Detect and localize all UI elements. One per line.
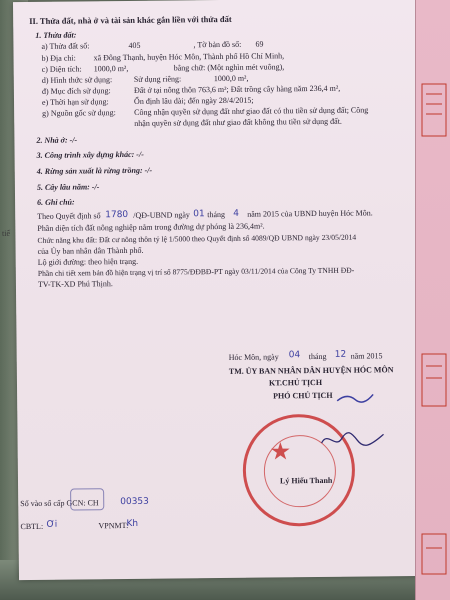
signature-scribble (317, 426, 387, 453)
parcel-number-value: 405 (128, 40, 141, 50)
section-title: II. Thửa đất, nhà ở và tài sản khác gắn liền với thửa đất (29, 13, 232, 26)
map-sheet-label: , Tờ bản đồ số: (193, 39, 242, 50)
parcel-number-label: a) Thửa đất số: (41, 41, 90, 51)
note-road-boundary: Lộ giới đường: theo hiện trạng. (37, 256, 139, 267)
address-value: xã Đông Thạnh, huyện Hóc Môn, Thành phố Hồ Chí Minh, (93, 51, 285, 63)
notes-heading: 6. Ghi chú: (37, 197, 75, 207)
signer-name: Lý Hiếu Thanh (279, 475, 333, 486)
usage-purpose-label: đ) Mục đích sử dụng: (41, 86, 111, 96)
cbtl-value: Ơi (46, 519, 58, 530)
strip-stamp-mark-bottom (420, 530, 448, 580)
registry-stamp (70, 488, 104, 510)
document-page (13, 0, 429, 580)
usage-term-label: e) Thời hạn sử dụng: (41, 97, 109, 107)
area-words: bằng chữ: (Một nghìn mét vuông), (173, 62, 285, 73)
signing-day: 04 (288, 350, 301, 361)
on-behalf-title: KT.CHỦ TỊCH (268, 377, 323, 388)
address-label: b) Địa chỉ: (41, 53, 76, 63)
usage-form-value: Sử dụng riêng: (133, 74, 182, 84)
parcel-heading: 1. Thửa đất: (35, 30, 77, 40)
map-sheet-value: 69 (255, 39, 264, 49)
note-agricultural-area: Phần diện tích đất nông nghiệp nằm trong đường dự phóng là 236,4m². (37, 221, 265, 233)
note-map-reference: Phần chi tiết xem bản đồ hiện trạng vị trí số 8775/ĐĐBĐ-PT ngày 03/11/2014 của Công Ty TNHH ĐĐ- (37, 265, 355, 278)
house-heading: 2. Nhà ở: -/- (36, 135, 78, 145)
issuing-authority: TM. ỦY BAN NHÂN DÂN HUYỆN HÓC MÔN (228, 365, 394, 376)
strip-stamp-mark-top (420, 80, 448, 140)
signing-month-label: tháng (308, 351, 327, 362)
signing-month: 12 (334, 349, 347, 360)
official-seal: ★ (242, 414, 355, 527)
area-value: 1000,0 m², (93, 63, 129, 74)
left-margin-fragment: tiế (2, 229, 10, 238)
note-decision-suffix: năm 2015 của UBND huyện Hóc Môn. (247, 208, 373, 219)
perennial-heading: 5. Cây lâu năm: -/- (36, 182, 100, 192)
usage-form-area: 1000,0 m², (213, 73, 249, 84)
signing-year: năm 2015 (350, 351, 383, 361)
note-decision-mid: /QĐ-UBND ngày (133, 210, 190, 220)
cbtl-label: CBTL: (20, 521, 44, 532)
other-construction-heading: 3. Công trình xây dựng khác: -/- (36, 149, 144, 160)
usage-purpose-value: Đất ở tại nông thôn 763,6 m²; Đất trồng cây hàng năm 236,4 m², (133, 83, 341, 95)
vpnmt-label: VPNMT: (98, 520, 129, 531)
note-land-function-cont: của Ủy ban nhân dân Thành phố. (37, 245, 144, 256)
note-decision-day: 01 (193, 209, 205, 220)
signer-role: PHÓ CHỦ TỊCH (273, 390, 333, 401)
usage-origin-value-1: Công nhận quyền sử dụng đất như giao đất có thu tiền sử dụng đất; Công (134, 105, 369, 117)
note-decision-month: 4 (233, 208, 240, 219)
registry-label: Số vào sổ cấp GCN: CH (20, 498, 99, 509)
vpnmt-value: Kh (126, 518, 139, 530)
registry-number: 00353 (120, 496, 149, 508)
note-decision-number: 1780 (105, 209, 129, 221)
note-decision-prefix: Theo Quyết định số (37, 211, 101, 221)
note-decision-month-label: tháng (207, 209, 226, 220)
note-map-reference-cont: TV-TK-XD Phú Thịnh. (37, 279, 113, 289)
usage-origin-label: g) Nguồn gốc sử dụng: (42, 108, 116, 118)
usage-form-label: d) Hình thức sử dụng: (41, 75, 113, 85)
strip-stamp-mark-middle (420, 350, 448, 410)
note-land-function: Chức năng khu đất: Đất cư nông thôn tỷ lệ 1/5000 theo Quyết định số 4089/QĐ UBND ngày 23/05/2014 (37, 232, 357, 245)
forest-heading: 4. Rừng sản xuất là rừng trồng: -/- (36, 165, 153, 176)
signing-date-prefix: Hóc Môn, ngày (228, 352, 279, 362)
usage-term-value: Ổn định lâu dài; đến ngày 28/4/2015; (133, 95, 254, 106)
signature-tick-mark (335, 390, 375, 406)
area-label: c) Diện tích: (41, 64, 82, 74)
usage-origin-value-2: nhận quyền sử dụng đất như giao đất không thu tiền sử dụng đất. (134, 116, 342, 128)
